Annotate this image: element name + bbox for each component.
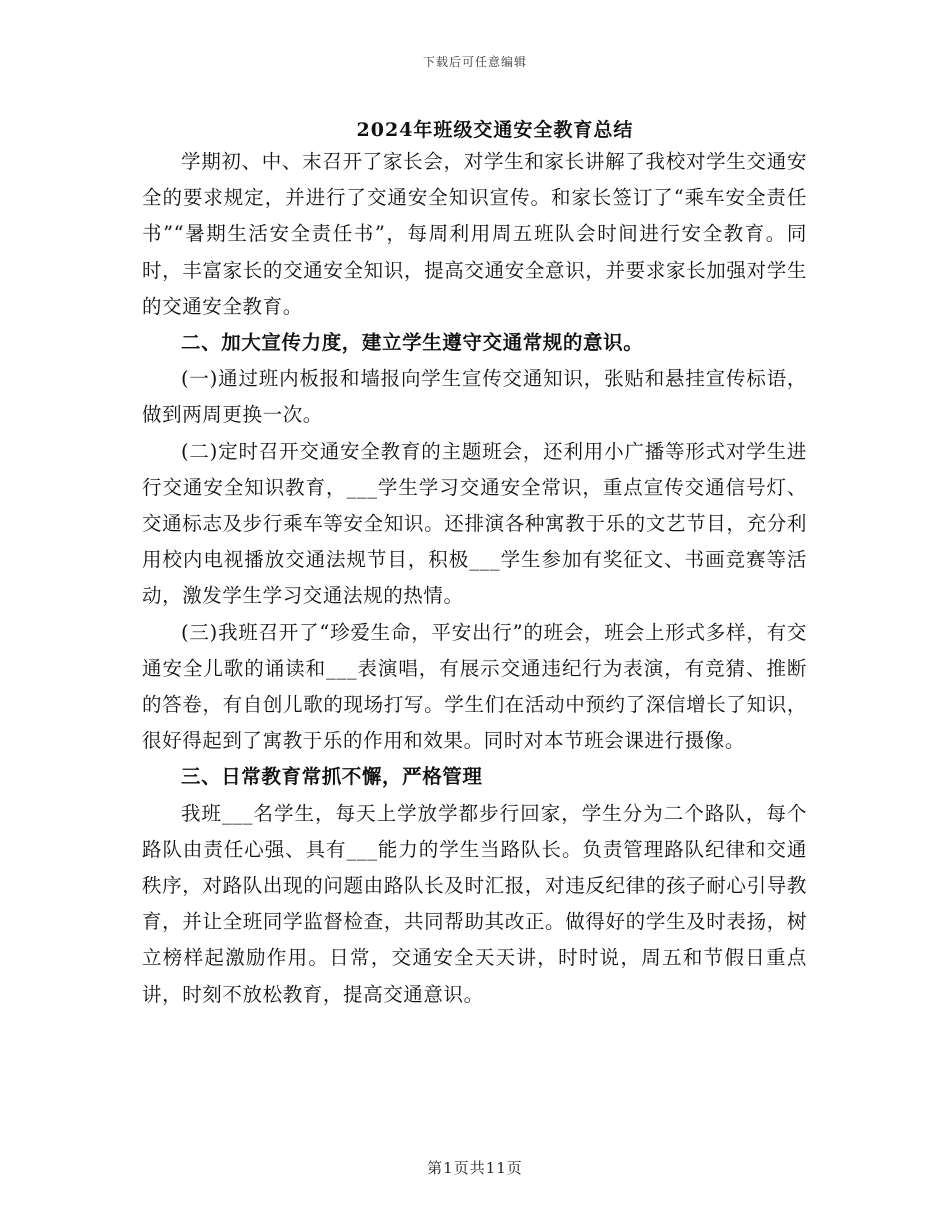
paragraph-intro: 学期初、中、末召开了家长会，对学生和家长讲解了我校对学生交通安全的要求规定，并进行了交通安全知识宣传。和家长签订了“乘车安全责任书”“暑期生活安全责任书”，每周利用周五班队会时间进行安全教育。同时，丰富家长的交通安全知识，提高交通安全意识，并要求家长加强对学生的交通安全教育。	[142, 150, 807, 318]
document-body	[142, 144, 807, 1013]
section-heading-3: 三、日常教育常抓不懈，严格管理	[181, 765, 483, 789]
document-title: 2024年班级交通安全教育总结	[356, 119, 634, 141]
paragraph-2-3: (三)我班召开了“珍爱生命，平安出行”的班会，班会上形式多样，有交通安全儿歌的诵读和___表演唱，有展示交通违纪行为表演，有竞猜、推断的答卷，有自创儿歌的现场打写。学生们在活动中预约了深信增长了知识，很好得起到了寓教于乐的作用和效果。同时对本节班会课进行摄像。	[142, 620, 807, 753]
section-heading-2: 二、加大宣传力度，建立学生遵守交通常规的意识。	[181, 331, 644, 355]
paragraph-2-1: (一)通过班内板报和墙报向学生宣传交通知识，张贴和悬挂宣传标语，做到两周更换一次。	[142, 367, 807, 427]
header-note: 下载后可任意编辑	[422, 55, 527, 69]
paragraph-2-2: (二)定时召开交通安全教育的主题班会，还利用小广播等形式对学生进行交通安全知识教育，___学生学习交通安全常识，重点宣传交通信号灯、交通标志及步行乘车等安全知识。还排演各种寓教于乐的文艺节目，充分利用校内电视播放交通法规节目，积极___学生参加有奖征文、书画竞赛等活动，激发学生学习交通法规的热情。	[142, 439, 807, 608]
paragraph-3-1: 我班___名学生，每天上学放学都步行回家，学生分为二个路队，每个路队由责任心强、具有___能力的学生当路队长。负责管理路队纪律和交通秩序，对路队出现的问题由路队长及时汇报，对违反纪律的孩子耐心引导教育，并让全班同学监督检查，共同帮助其改正。做得好的学生及时表扬，树立榜样起激励作用。日常，交通安全天天讲，时时说，周五和节假日重点讲，时刻不放松教育，提高交通意识。	[142, 801, 807, 1006]
page-number-footer: 第1页共11页	[427, 1159, 523, 1177]
